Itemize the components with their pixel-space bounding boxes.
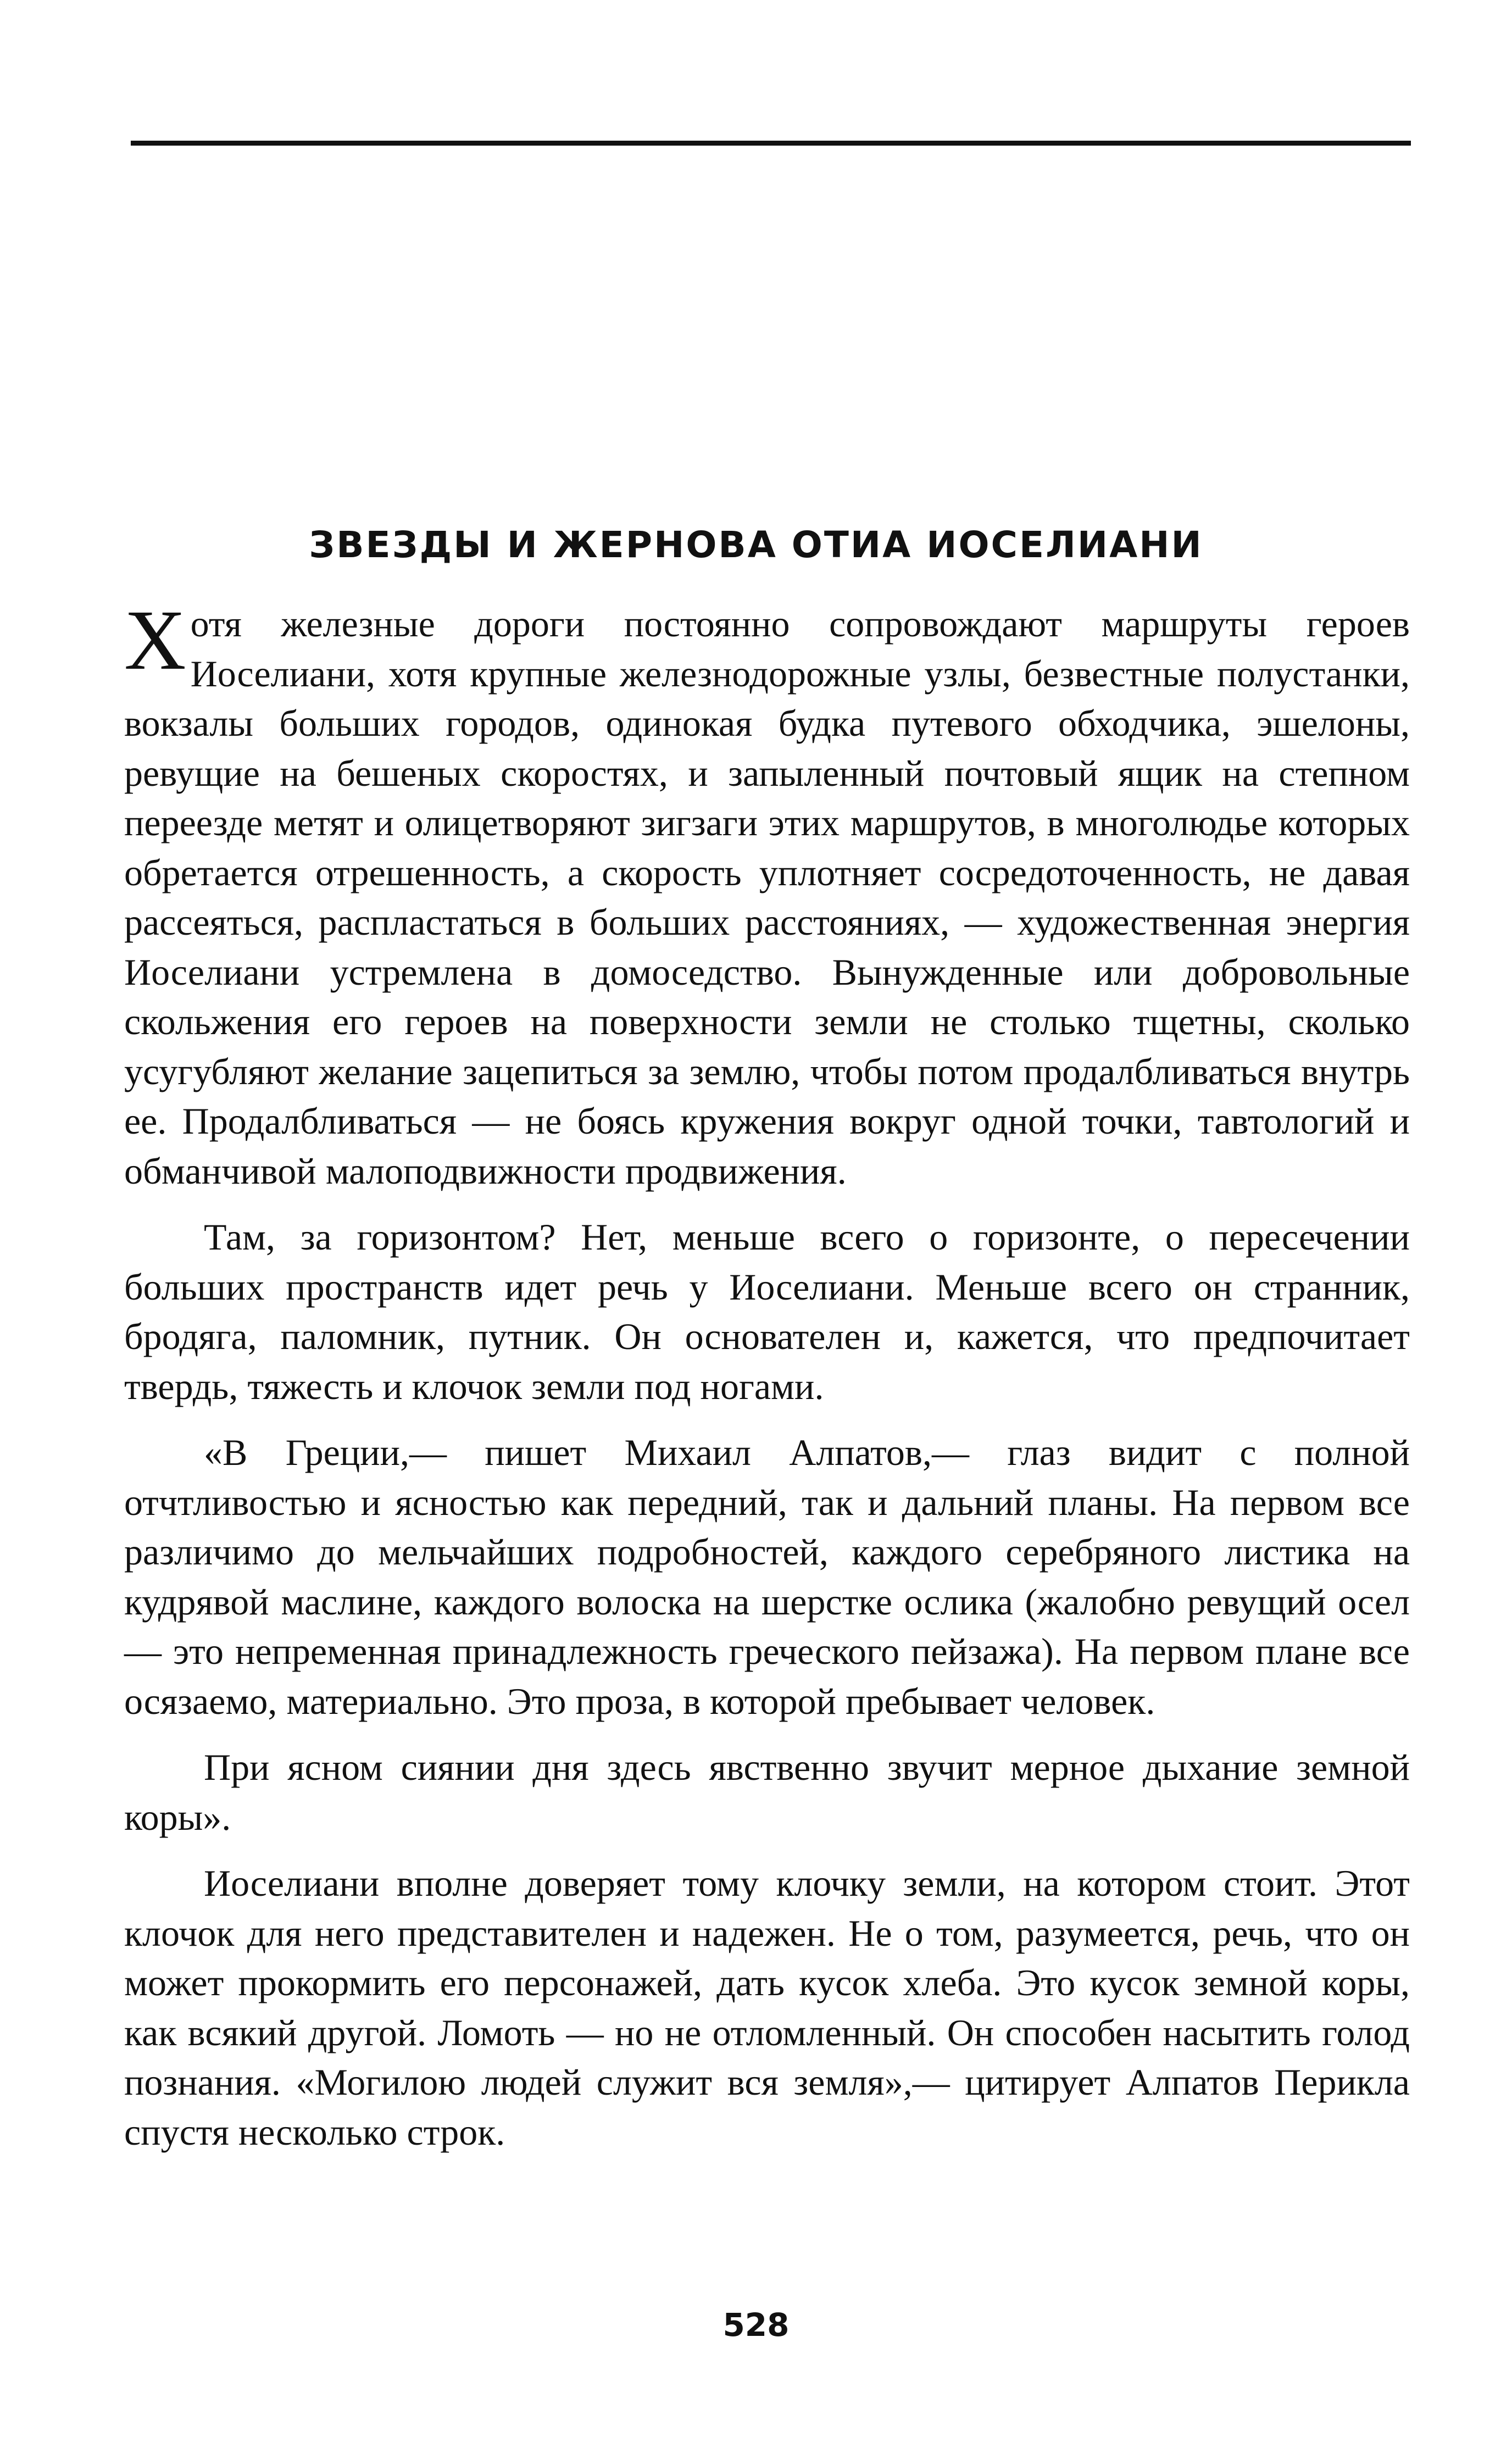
drop-cap: Х <box>124 592 186 687</box>
paragraph-2: Там, за горизонтом? Нет, меньше всего о горизонте, о пересечении больших пространств идет речь у Иоселиани. Меньше всего он странник, бродяга, паломник, путник. Он основателен и, кажется, что предпочитает твердь, тяжесть и клочок земли под ногами. <box>124 1216 1410 1407</box>
paragraph-1 <box>124 592 1410 1196</box>
chapter-title: ЗВЕЗДЫ И ЖЕРНОВА ОТИА ИОСЕЛИАНИ <box>309 524 1203 567</box>
paragraph-4: При ясном сиянии дня здесь явственно звучит мерное дыхание земной коры». <box>124 1746 1410 1838</box>
top-rule <box>131 141 1411 146</box>
page-number: 528 <box>722 2306 790 2344</box>
paragraph-5: Иоселиани вполне доверяет тому клочку земли, на котором стоит. Этот клочок для него представителен и надежен. Не о том, разумеется, речь, что он может прокормить его персонажей, дать кусок хлеба. Это кусок земной коры, как всякий другой. Ломоть — но не отломленный. Он способен насытить голод познания. «Могилою людей служит вся земля»,— цитирует Алпатов Перикла спустя несколько строк. <box>124 1862 1410 2153</box>
chapter-body <box>124 592 1410 2157</box>
paragraph-3: «В Греции,— пишет Михаил Алпатов,— глаз видит с полной отчтливостью и ясностью как передний, так и дальний планы. На первом все различимо до мельчайших подробностей, каждого серебряного листика на кудрявой маслине, каждого волоска на шерстке ослика (жалобно ревущий осел — это непременная принадлежность греческого пейзажа). На первом плане все осязаемо, материально. Это проза, в которой пребывает человек. <box>124 1431 1410 1722</box>
paragraph-1-text: отя железные дороги постоянно сопровождают маршруты героев Иоселиани, хотя крупные железнодорожные узлы, безвестные полустанки, вокзалы больших городов, одинокая будка путевого обходчика, эшелоны, ревущие на бешеных скоростях, и запыленный почтовый ящик на степном переезде метят и олицетворяют зигзаги этих маршрутов, в многолюдье которых обретается отрешенность, а скорость уплотняет сосредоточенность, не давая рассеяться, распластаться в больших расстояниях, — художественная энергия Иоселиани устремлена в домоседство. Вынужденные или добровольные скольжения его героев на поверхности земли не столько тщетны, сколько усугубляют желание зацепиться за землю, чтобы потом продалбливаться внутрь ее. Продалбливаться — не боясь кружения вокруг одной точки, тавтологий и обманчивой малоподвижности продвижения. <box>124 603 1410 1192</box>
